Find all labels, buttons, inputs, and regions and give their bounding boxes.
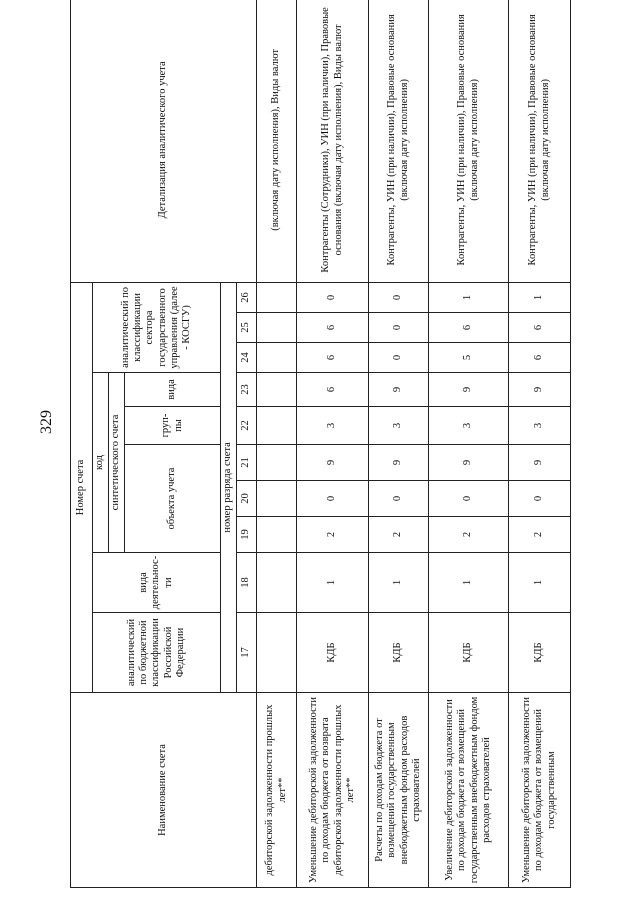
- row-detail: Контрагенты, УИН (при наличии), Правовые основания (включая дату исполнения): [429, 0, 509, 282]
- cell-kosgu-26: 0: [297, 282, 369, 312]
- digit-17: 17: [237, 613, 257, 693]
- cell-object-19: 2: [369, 517, 429, 553]
- cell-kind: 9: [369, 373, 429, 407]
- cell-kosgu-26: [257, 282, 297, 312]
- table-row: [297, 0, 369, 888]
- cell-object-21: 9: [369, 445, 429, 481]
- row-name: Уменьшение дебиторской задолженности по доходам бюджета от возврата дебиторской задолженности прошлых лет**: [297, 693, 369, 888]
- cell-object-19: 2: [297, 517, 369, 553]
- cell-object-21: [257, 445, 297, 481]
- cell-object-20: 0: [369, 481, 429, 517]
- cell-kosgu-24: [257, 343, 297, 373]
- header-synthetic: синтетического счета: [109, 373, 125, 553]
- digit-21: 21: [237, 445, 257, 481]
- cell-kind: 9: [429, 373, 509, 407]
- row-detail: Контрагенты (Сотрудники), УИН (при наличии), Правовые основания (включая дату исполнения), Виды валют: [297, 0, 369, 282]
- cell-activity: 1: [429, 553, 509, 613]
- cell-kosgu-24: 0: [369, 343, 429, 373]
- header-code: код: [93, 373, 109, 553]
- cell-activity: 1: [369, 553, 429, 613]
- cell-group: 3: [429, 407, 509, 445]
- cell-kbk: КДБ: [297, 613, 369, 693]
- cell-object-19: 2: [509, 517, 571, 553]
- cell-kosgu-25: 0: [369, 313, 429, 343]
- header-kosgu: аналитический по классификации сектора государственного управления (далее - КОСГУ): [93, 282, 221, 372]
- row-name: Расчеты по доходам бюджета от возмещений государственным внебюджетным фондом расходов страхователей: [369, 693, 429, 888]
- cell-activity: [257, 553, 297, 613]
- table-row: [257, 0, 297, 888]
- accounts-table: [70, 0, 571, 888]
- digit-26: 26: [237, 282, 257, 312]
- cell-object-19: [257, 517, 297, 553]
- cell-group: 3: [369, 407, 429, 445]
- cell-kbk: КДБ: [509, 613, 571, 693]
- header-group: груп-пы: [125, 407, 221, 445]
- header-digit-number: номер разряда счета: [221, 282, 237, 692]
- cell-kbk: КДБ: [429, 613, 509, 693]
- page-number: 329: [38, 410, 55, 434]
- cell-kosgu-24: 6: [297, 343, 369, 373]
- header-object: объекта учета: [125, 445, 221, 553]
- digit-18: 18: [237, 553, 257, 613]
- cell-kosgu-24: 6: [509, 343, 571, 373]
- rotated-table-wrapper: [70, 7, 557, 888]
- table-row: [509, 0, 571, 888]
- cell-object-21: 9: [429, 445, 509, 481]
- cell-object-21: 9: [509, 445, 571, 481]
- cell-kosgu-26: 1: [509, 282, 571, 312]
- cell-kosgu-24: 5: [429, 343, 509, 373]
- cell-object-21: 9: [297, 445, 369, 481]
- cell-kbk: КДБ: [369, 613, 429, 693]
- cell-group: 3: [509, 407, 571, 445]
- digit-20: 20: [237, 481, 257, 517]
- header-budget-class-visible: аналитический по бюджетной классификации Российской Федерации: [93, 613, 221, 693]
- table-row: [369, 0, 429, 888]
- header-name: Наименование счета: [71, 693, 257, 888]
- header-activity: вида деятельнос-ти: [93, 553, 221, 613]
- cell-object-19: 2: [429, 517, 509, 553]
- header-kind: вида: [125, 373, 221, 407]
- row-detail: Контрагенты, УИН (при наличии), Правовые основания (включая дату исполнения): [369, 0, 429, 282]
- cell-kosgu-25: 6: [509, 313, 571, 343]
- row-detail: Контрагенты, УИН (при наличии), Правовые основания (включая дату исполнения): [509, 0, 571, 282]
- cell-kosgu-25: 6: [297, 313, 369, 343]
- cell-object-20: 0: [429, 481, 509, 517]
- cell-kind: [257, 373, 297, 407]
- cell-group: 3: [297, 407, 369, 445]
- row-detail: (включая дату исполнения), Виды валют: [257, 0, 297, 282]
- header-detail: Детализация аналитического учета: [71, 0, 257, 282]
- cell-kind: 9: [509, 373, 571, 407]
- cell-activity: 1: [297, 553, 369, 613]
- digit-23: 23: [237, 373, 257, 407]
- digit-19: 19: [237, 517, 257, 553]
- cell-activity: 1: [509, 553, 571, 613]
- row-name: Увеличение дебиторской задолженности по доходам бюджета от возмещений государственным внебюджетным фондом расходов страхователей: [429, 693, 509, 888]
- cell-kosgu-26: 1: [429, 282, 509, 312]
- row-name: Уменьшение дебиторской задолженности по доходам бюджета от возмещений государственным: [509, 693, 571, 888]
- digit-22: 22: [237, 407, 257, 445]
- cell-kosgu-26: 0: [369, 282, 429, 312]
- cell-object-20: [257, 481, 297, 517]
- digit-25: 25: [237, 313, 257, 343]
- cell-object-20: 0: [297, 481, 369, 517]
- cell-kind: 6: [297, 373, 369, 407]
- cell-group: [257, 407, 297, 445]
- cell-object-20: 0: [509, 481, 571, 517]
- digit-24: 24: [237, 343, 257, 373]
- cell-kbk: [257, 613, 297, 693]
- table-row: [429, 0, 509, 888]
- cell-kosgu-25: 6: [429, 313, 509, 343]
- row-name: дебиторской задолженности прошлых лет**: [257, 693, 297, 888]
- header-account-number: Номер счета: [71, 282, 93, 692]
- cell-kosgu-25: [257, 313, 297, 343]
